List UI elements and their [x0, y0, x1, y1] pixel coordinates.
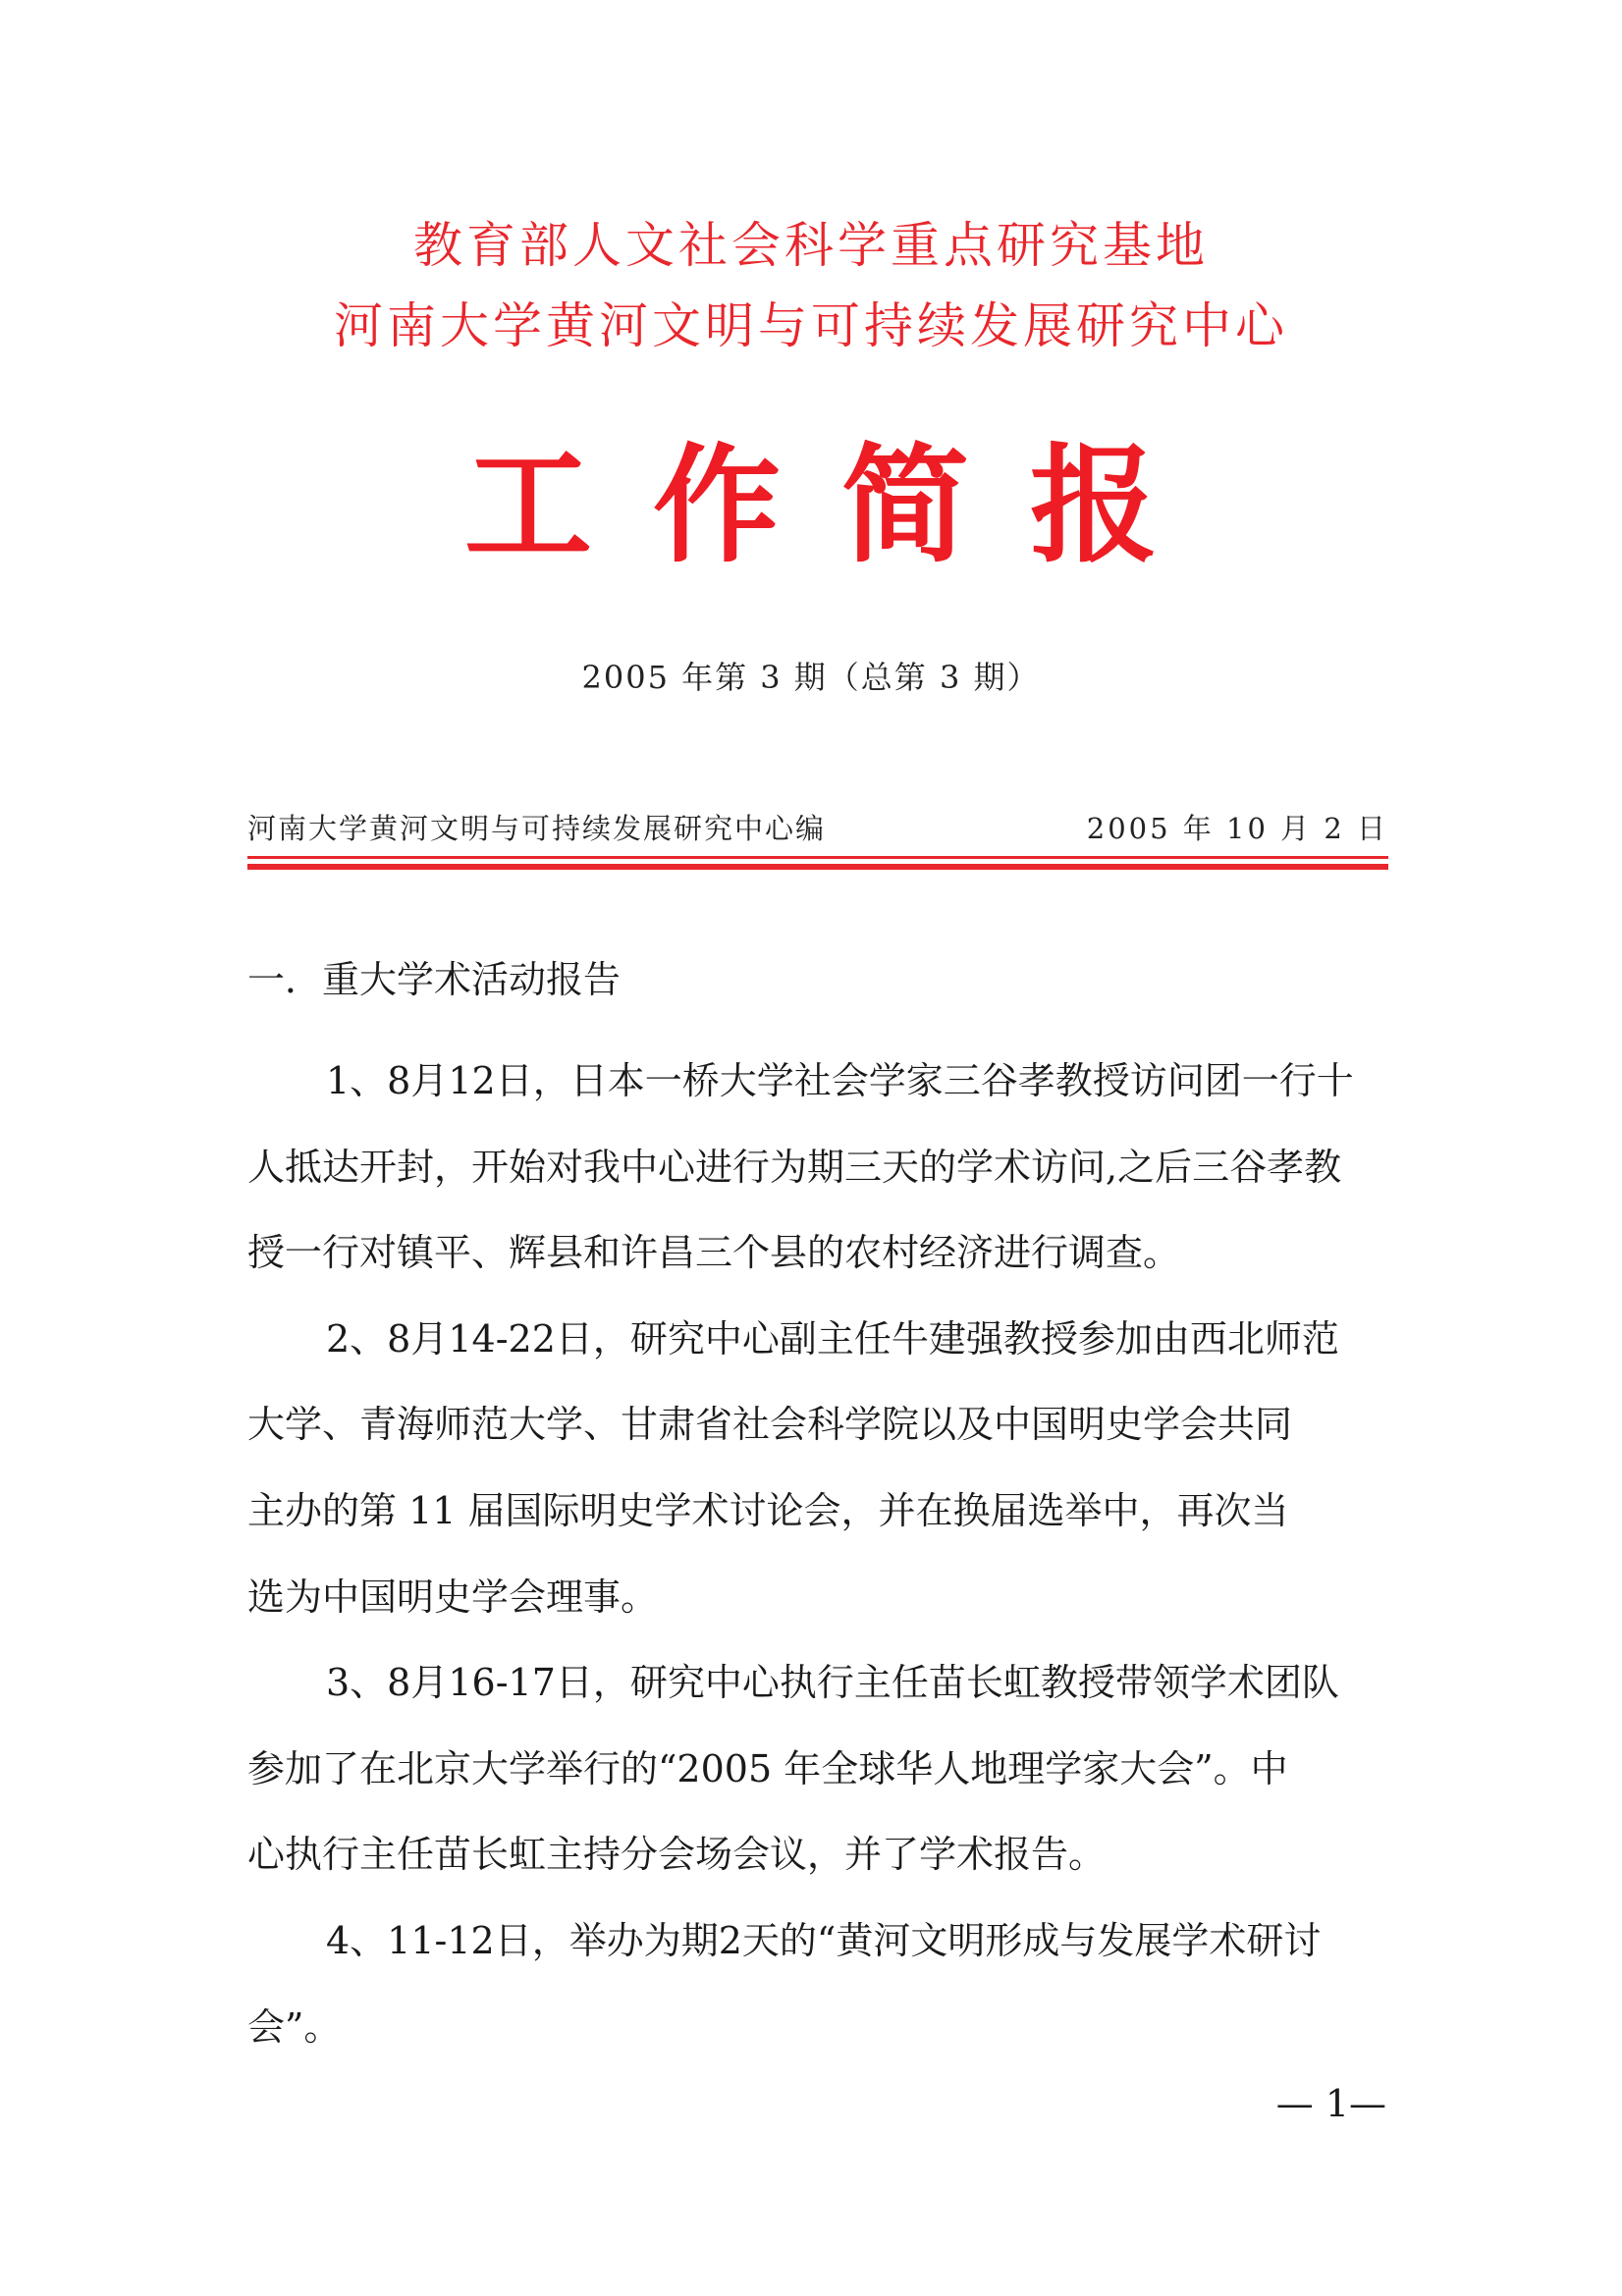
body-line: 2、8月14-22日，研究中心副主任牛建强教授参加由西北师范	[326, 1316, 1339, 1361]
body-line: 1、8月12日，日本一桥大学社会学家三谷孝教授访问团一行十	[326, 1059, 1354, 1102]
org-name-line-2: 河南大学黄河文明与可持续发展研究中心	[334, 297, 1288, 354]
editor-label: 河南大学黄河文明与可持续发展研究中心编	[247, 812, 827, 845]
issue-number: 2005 年第 3 期（总第 3 期）	[581, 659, 1041, 696]
body-line: 会”。	[247, 2004, 342, 2049]
red-rule-thin	[247, 856, 1388, 859]
org-name-line-1: 教育部人文社会科学重点研究基地	[413, 217, 1209, 274]
page-number: — 1—	[1275, 2082, 1386, 2125]
body-line: 选为中国明史学会理事。	[247, 1575, 659, 1619]
body-line: 大学、青海师范大学、甘肃省社会科学院以及中国明史学会共同	[247, 1403, 1293, 1447]
body-line: 授一行对镇平、辉县和许昌三个县的农村经济进行调查。	[247, 1231, 1181, 1275]
body-line: 人抵达开封，开始对我中心进行为期三天的学术访问,之后三谷孝教	[247, 1145, 1342, 1189]
brief-title: 工作简报	[463, 431, 1218, 580]
meta-row	[247, 807, 1388, 850]
body-line: 参加了在北京大学举行的“2005 年全球华人地理学家大会”。中	[247, 1746, 1288, 1790]
body-line: 4、11-12日，举办为期2天的“黄河文明形成与发展学术研讨	[326, 1918, 1322, 1962]
issue-date: 2005 年 10 月 2 日	[1086, 812, 1388, 845]
body-line: 3、8月16-17日，研究中心执行主任苗长虹教授带领学术团队	[326, 1661, 1339, 1705]
red-rule-thick	[247, 864, 1388, 870]
section-body	[247, 1039, 1388, 2070]
body-line: 心执行主任苗长虹主持分会场会议，并了学术报告。	[247, 1833, 1107, 1877]
section-heading: 一．重大学术活动报告	[247, 958, 622, 1001]
body-line: 主办的第 11 届国际明史学术讨论会，并在换届选举中，再次当	[247, 1488, 1289, 1532]
